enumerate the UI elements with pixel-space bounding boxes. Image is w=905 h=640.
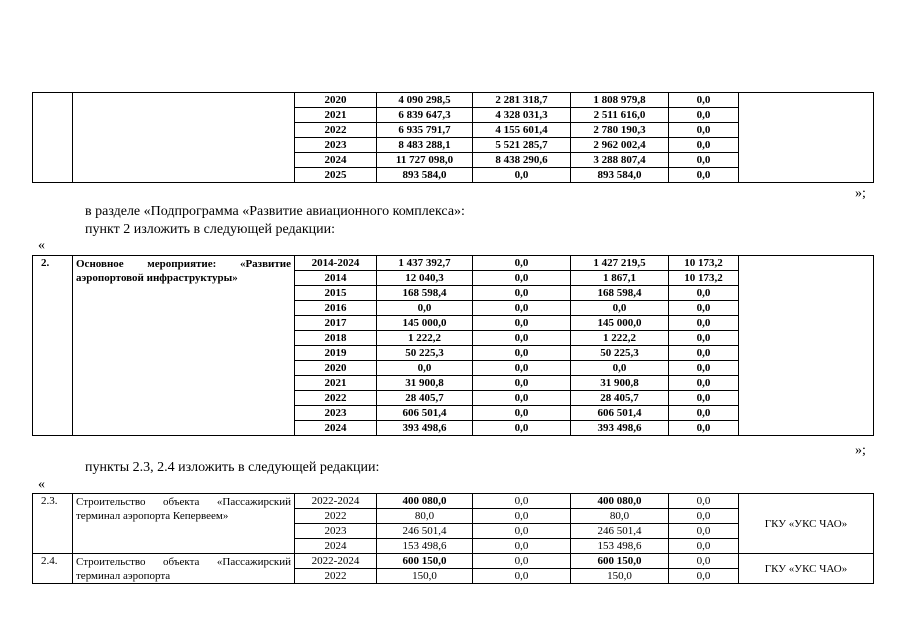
period-cell: 2024 — [295, 421, 377, 436]
amount-cell: 400 080,0 — [377, 494, 473, 509]
table-row — [33, 554, 874, 569]
amount-cell: 0,0 — [377, 301, 473, 316]
table-row — [33, 256, 874, 271]
closing-quote: »; — [855, 186, 866, 201]
opening-quote: « — [38, 238, 45, 253]
amount-cell: 8 438 290,6 — [473, 153, 571, 168]
item-number-cell: 2.4. — [33, 554, 73, 584]
points-intro-text: пункты 2.3, 2.4 изложить в следующей редакции: — [85, 460, 380, 475]
amount-cell: 4 328 031,3 — [473, 108, 571, 123]
amount-cell: 0,0 — [377, 361, 473, 376]
amount-cell: 2 511 616,0 — [571, 108, 669, 123]
amount-cell: 393 498,6 — [571, 421, 669, 436]
period-cell: 2022 — [295, 509, 377, 524]
amount-cell: 0,0 — [473, 509, 571, 524]
period-cell: 2022 — [295, 391, 377, 406]
amount-cell: 2 962 002,4 — [571, 138, 669, 153]
amount-cell: 145 000,0 — [571, 316, 669, 331]
amount-cell: 0,0 — [473, 286, 571, 301]
amount-cell: 0,0 — [571, 361, 669, 376]
amount-cell: 28 405,7 — [571, 391, 669, 406]
period-cell: 2022-2024 — [295, 554, 377, 569]
period-cell: 2022 — [295, 123, 377, 138]
period-cell: 2015 — [295, 286, 377, 301]
period-cell: 2024 — [295, 539, 377, 554]
period-cell: 2023 — [295, 406, 377, 421]
amount-cell: 0,0 — [473, 168, 571, 183]
table-funding-continued — [32, 92, 874, 183]
amount-cell: 0,0 — [473, 376, 571, 391]
amount-cell: 893 584,0 — [571, 168, 669, 183]
amount-cell: 0,0 — [669, 168, 739, 183]
amount-cell: 0,0 — [473, 494, 571, 509]
amount-cell: 0,0 — [669, 554, 739, 569]
amount-cell: 0,0 — [669, 286, 739, 301]
amount-cell: 0,0 — [473, 361, 571, 376]
period-cell: 2022 — [295, 569, 377, 584]
period-cell: 2021 — [295, 376, 377, 391]
period-cell: 2016 — [295, 301, 377, 316]
amount-cell: 10 173,2 — [669, 256, 739, 271]
period-cell: 2023 — [295, 524, 377, 539]
table-row — [33, 494, 874, 509]
amount-cell: 2 780 190,3 — [571, 123, 669, 138]
amount-cell: 606 501,4 — [571, 406, 669, 421]
period-cell: 2014-2024 — [295, 256, 377, 271]
period-cell: 2018 — [295, 331, 377, 346]
amount-cell: 6 935 791,7 — [377, 123, 473, 138]
amount-cell: 145 000,0 — [377, 316, 473, 331]
responsible-cell — [739, 256, 874, 436]
item-title-cell — [73, 93, 295, 183]
amount-cell: 12 040,3 — [377, 271, 473, 286]
amount-cell: 1 427 219,5 — [571, 256, 669, 271]
amount-cell: 0,0 — [473, 331, 571, 346]
amount-cell: 8 483 288,1 — [377, 138, 473, 153]
amount-cell: 600 150,0 — [377, 554, 473, 569]
amount-cell: 0,0 — [669, 509, 739, 524]
item-title-cell: Строительство объекта «Пассажирский терминал аэропорта Кепервеем» — [73, 494, 295, 554]
amount-cell: 0,0 — [669, 138, 739, 153]
amount-cell: 28 405,7 — [377, 391, 473, 406]
amount-cell: 0,0 — [473, 316, 571, 331]
amount-cell: 0,0 — [473, 554, 571, 569]
closing-quote: »; — [855, 443, 866, 458]
amount-cell: 0,0 — [669, 569, 739, 584]
period-cell: 2021 — [295, 108, 377, 123]
amount-cell: 0,0 — [669, 123, 739, 138]
amount-cell: 0,0 — [669, 346, 739, 361]
amount-cell: 393 498,6 — [377, 421, 473, 436]
amount-cell: 80,0 — [571, 509, 669, 524]
amount-cell: 0,0 — [669, 524, 739, 539]
amount-cell: 150,0 — [571, 569, 669, 584]
point2-intro-text: пункт 2 изложить в следующей редакции: — [85, 222, 335, 237]
amount-cell: 0,0 — [473, 256, 571, 271]
period-cell: 2019 — [295, 346, 377, 361]
amount-cell: 0,0 — [473, 569, 571, 584]
amount-cell: 0,0 — [473, 346, 571, 361]
amount-cell: 50 225,3 — [571, 346, 669, 361]
amount-cell: 0,0 — [473, 301, 571, 316]
amount-cell: 0,0 — [669, 391, 739, 406]
amount-cell: 0,0 — [669, 108, 739, 123]
responsible-cell: ГКУ «УКС ЧАО» — [739, 494, 874, 554]
amount-cell: 400 080,0 — [571, 494, 669, 509]
amount-cell: 0,0 — [669, 539, 739, 554]
amount-cell: 0,0 — [473, 524, 571, 539]
period-cell: 2022-2024 — [295, 494, 377, 509]
amount-cell: 2 281 318,7 — [473, 93, 571, 108]
amount-cell: 0,0 — [669, 301, 739, 316]
amount-cell: 150,0 — [377, 569, 473, 584]
amount-cell: 1 222,2 — [377, 331, 473, 346]
amount-cell: 50 225,3 — [377, 346, 473, 361]
amount-cell: 3 288 807,4 — [571, 153, 669, 168]
period-cell: 2024 — [295, 153, 377, 168]
amount-cell: 153 498,6 — [377, 539, 473, 554]
amount-cell: 1 867,1 — [571, 271, 669, 286]
amount-cell: 246 501,4 — [571, 524, 669, 539]
amount-cell: 0,0 — [473, 421, 571, 436]
item-number-cell: 2. — [33, 256, 73, 436]
period-cell: 2020 — [295, 93, 377, 108]
amount-cell: 600 150,0 — [571, 554, 669, 569]
item-number-cell: 2.3. — [33, 494, 73, 554]
amount-cell: 1 808 979,8 — [571, 93, 669, 108]
amount-cell: 168 598,4 — [571, 286, 669, 301]
amount-cell: 0,0 — [669, 316, 739, 331]
amount-cell: 153 498,6 — [571, 539, 669, 554]
period-cell: 2014 — [295, 271, 377, 286]
amount-cell: 0,0 — [669, 421, 739, 436]
amount-cell: 31 900,8 — [377, 376, 473, 391]
amount-cell: 606 501,4 — [377, 406, 473, 421]
amount-cell: 0,0 — [473, 539, 571, 554]
amount-cell: 0,0 — [669, 376, 739, 391]
period-cell: 2025 — [295, 168, 377, 183]
amount-cell: 0,0 — [473, 391, 571, 406]
amount-cell: 168 598,4 — [377, 286, 473, 301]
amount-cell: 11 727 098,0 — [377, 153, 473, 168]
amount-cell: 0,0 — [473, 271, 571, 286]
period-cell: 2020 — [295, 361, 377, 376]
amount-cell: 0,0 — [669, 361, 739, 376]
table-point-2 — [32, 255, 874, 436]
amount-cell: 0,0 — [669, 331, 739, 346]
amount-cell: 1 437 392,7 — [377, 256, 473, 271]
amount-cell: 0,0 — [669, 406, 739, 421]
amount-cell: 246 501,4 — [377, 524, 473, 539]
amount-cell: 5 521 285,7 — [473, 138, 571, 153]
amount-cell: 893 584,0 — [377, 168, 473, 183]
period-cell: 2017 — [295, 316, 377, 331]
responsible-cell — [739, 93, 874, 183]
amount-cell: 0,0 — [669, 153, 739, 168]
amount-cell: 0,0 — [669, 93, 739, 108]
amount-cell: 6 839 647,3 — [377, 108, 473, 123]
amount-cell: 10 173,2 — [669, 271, 739, 286]
item-number-cell — [33, 93, 73, 183]
amount-cell: 0,0 — [473, 406, 571, 421]
opening-quote: « — [38, 477, 45, 492]
amount-cell: 1 222,2 — [571, 331, 669, 346]
amount-cell: 4 155 601,4 — [473, 123, 571, 138]
item-title-cell: Основное мероприятие: «Развитие аэропортовой инфраструктуры» — [73, 256, 295, 436]
responsible-cell: ГКУ «УКС ЧАО» — [739, 554, 874, 584]
amount-cell: 0,0 — [669, 494, 739, 509]
amount-cell: 31 900,8 — [571, 376, 669, 391]
section-intro-text: в разделе «Подпрограмма «Развитие авиационного комплекса»: — [85, 204, 465, 219]
table-row — [33, 93, 874, 108]
amount-cell: 0,0 — [571, 301, 669, 316]
amount-cell: 4 090 298,5 — [377, 93, 473, 108]
item-title-cell: Строительство объекта «Пассажирский терминал аэропорта — [73, 554, 295, 584]
amount-cell: 80,0 — [377, 509, 473, 524]
table-points-2-3-2-4 — [32, 493, 874, 584]
period-cell: 2023 — [295, 138, 377, 153]
